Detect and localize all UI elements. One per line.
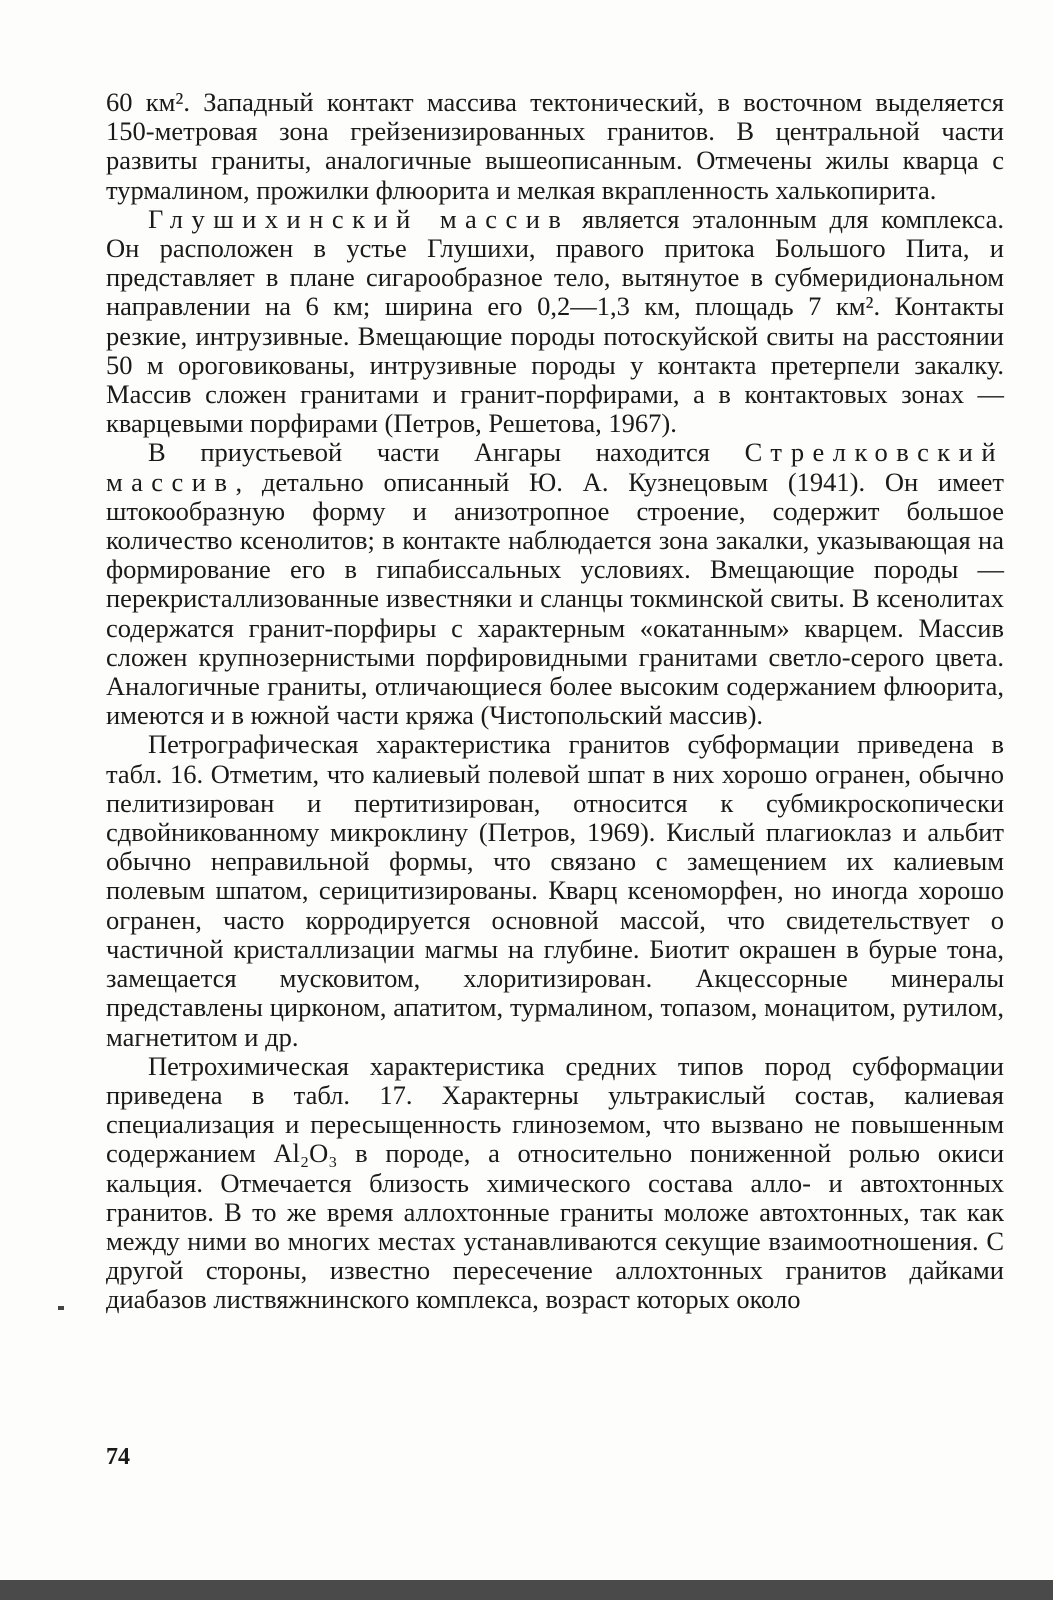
- paragraph-5: [106, 1052, 1004, 1315]
- text-column: [106, 88, 1004, 1315]
- margin-mark: [58, 1306, 64, 1310]
- paragraph-1-text: 60 км². Западный контакт массива тектонический, в восточном выделяется 150-метровая зона грейзенизированных гранитов. В центральной части развиты граниты, аналогичные вышеописанным. Отмечены жилы кварца с турмалином, прожилки флюорита и мелкая вкрапленность халькопирита.: [106, 87, 1004, 205]
- strelkovsky-massif-heading: Стрелковский массив: [106, 437, 1004, 497]
- paragraph-5-text: Петрохимическая характеристика средних типов пород субформации приведена в табл. 17. Характерны ультракислый состав, калиевая специализация и пересыщенность глиноземом, что вызвано не повышенным содержанием Al₂O₃ в породе, а относительно пониженной ролью окиси кальция. Отмечается близость химического состава алло- и автохтонных гранитов. В то же время аллохтонные граниты моложе автохтонных, так как между ними во многих местах устанавливаются секущие взаимоотношения. С другой стороны, известно пересечение аллохтонных гранитов дайками диабазов листвяжнинского комплекса, возраст которых около: [106, 1050, 1004, 1315]
- paragraph-3-lead: В приустьевой части Ангары находится: [148, 437, 745, 468]
- paragraph-3-text: , детально описанный Ю. А. Кузнецовым (1941). Он имеет штокообразную форму и анизотропное строение, содержит большое количество ксенолитов; в контакте наблюдается зона закалки, указывающая на формирование его в гипабиссальных условиях. Вмещающие породы — перекристаллизованные известняки и сланцы токминской свиты. В ксенолитах содержатся гранит-порфиры с характерным «окатанным» кварцем. Массив сложен крупнозернистыми порфировидными гранитами светло-серого цвета. Аналогичные граниты, отличающиеся более высоким содержанием флюорита, имеются и в южной части кряжа (Чистопольский массив).: [106, 466, 1004, 731]
- paragraph-1: [106, 88, 1004, 205]
- paragraph-4: [106, 730, 1004, 1051]
- paragraph-3: [106, 438, 1004, 730]
- glushikha-massif-heading: Глушихинский массив: [148, 203, 570, 234]
- paragraph-4-text: Петрографическая характеристика гранитов субформации приведена в табл. 16. Отметим, что калиевый полевой шпат в них хорошо огранен, обычно пелитизирован и пертитизирован, относится к субмикроскопически сдвойникованному микроклину (Петров, 1969). Кислый плагиоклаз и альбит обычно неправильной формы, что связано с замещением их калиевым полевым шпатом, серицитизированы. Кварц ксеноморфен, но иногда хорошо огранен, часто корродируется основной массой, что свидетельствует о частичной кристаллизации магмы на глубине. Биотит окрашен в бурые тона, замещается мусковитом, хлоритизирован. Акцессорные минералы представлены цирконом, апатитом, турмалином, топазом, монацитом, рутилом, магнетитом и др.: [106, 729, 1004, 1052]
- page-number: 74: [106, 1444, 130, 1470]
- scan-edge: [0, 1580, 1053, 1600]
- paragraph-2-text: является эталонным для комплекса. Он расположен в устье Глушихи, правого притока Большого Пита, и представляет в плане сигарообразное тело, вытянутое в субмеридиональном направлении на 6 км; ширина его 0,2—1,3 км, площадь 7 км². Контакты резкие, интрузивные. Вмещающие породы потоскуйской свиты на расстоянии 50 м ороговикованы, интрузивные породы у контакта претерпели закалку. Массив сложен гранитами и гранит-порфирами, а в контактовых зонах — кварцевыми порфирами (Петров, Решетова, 1967).: [106, 203, 1004, 439]
- paragraph-2: [106, 205, 1004, 439]
